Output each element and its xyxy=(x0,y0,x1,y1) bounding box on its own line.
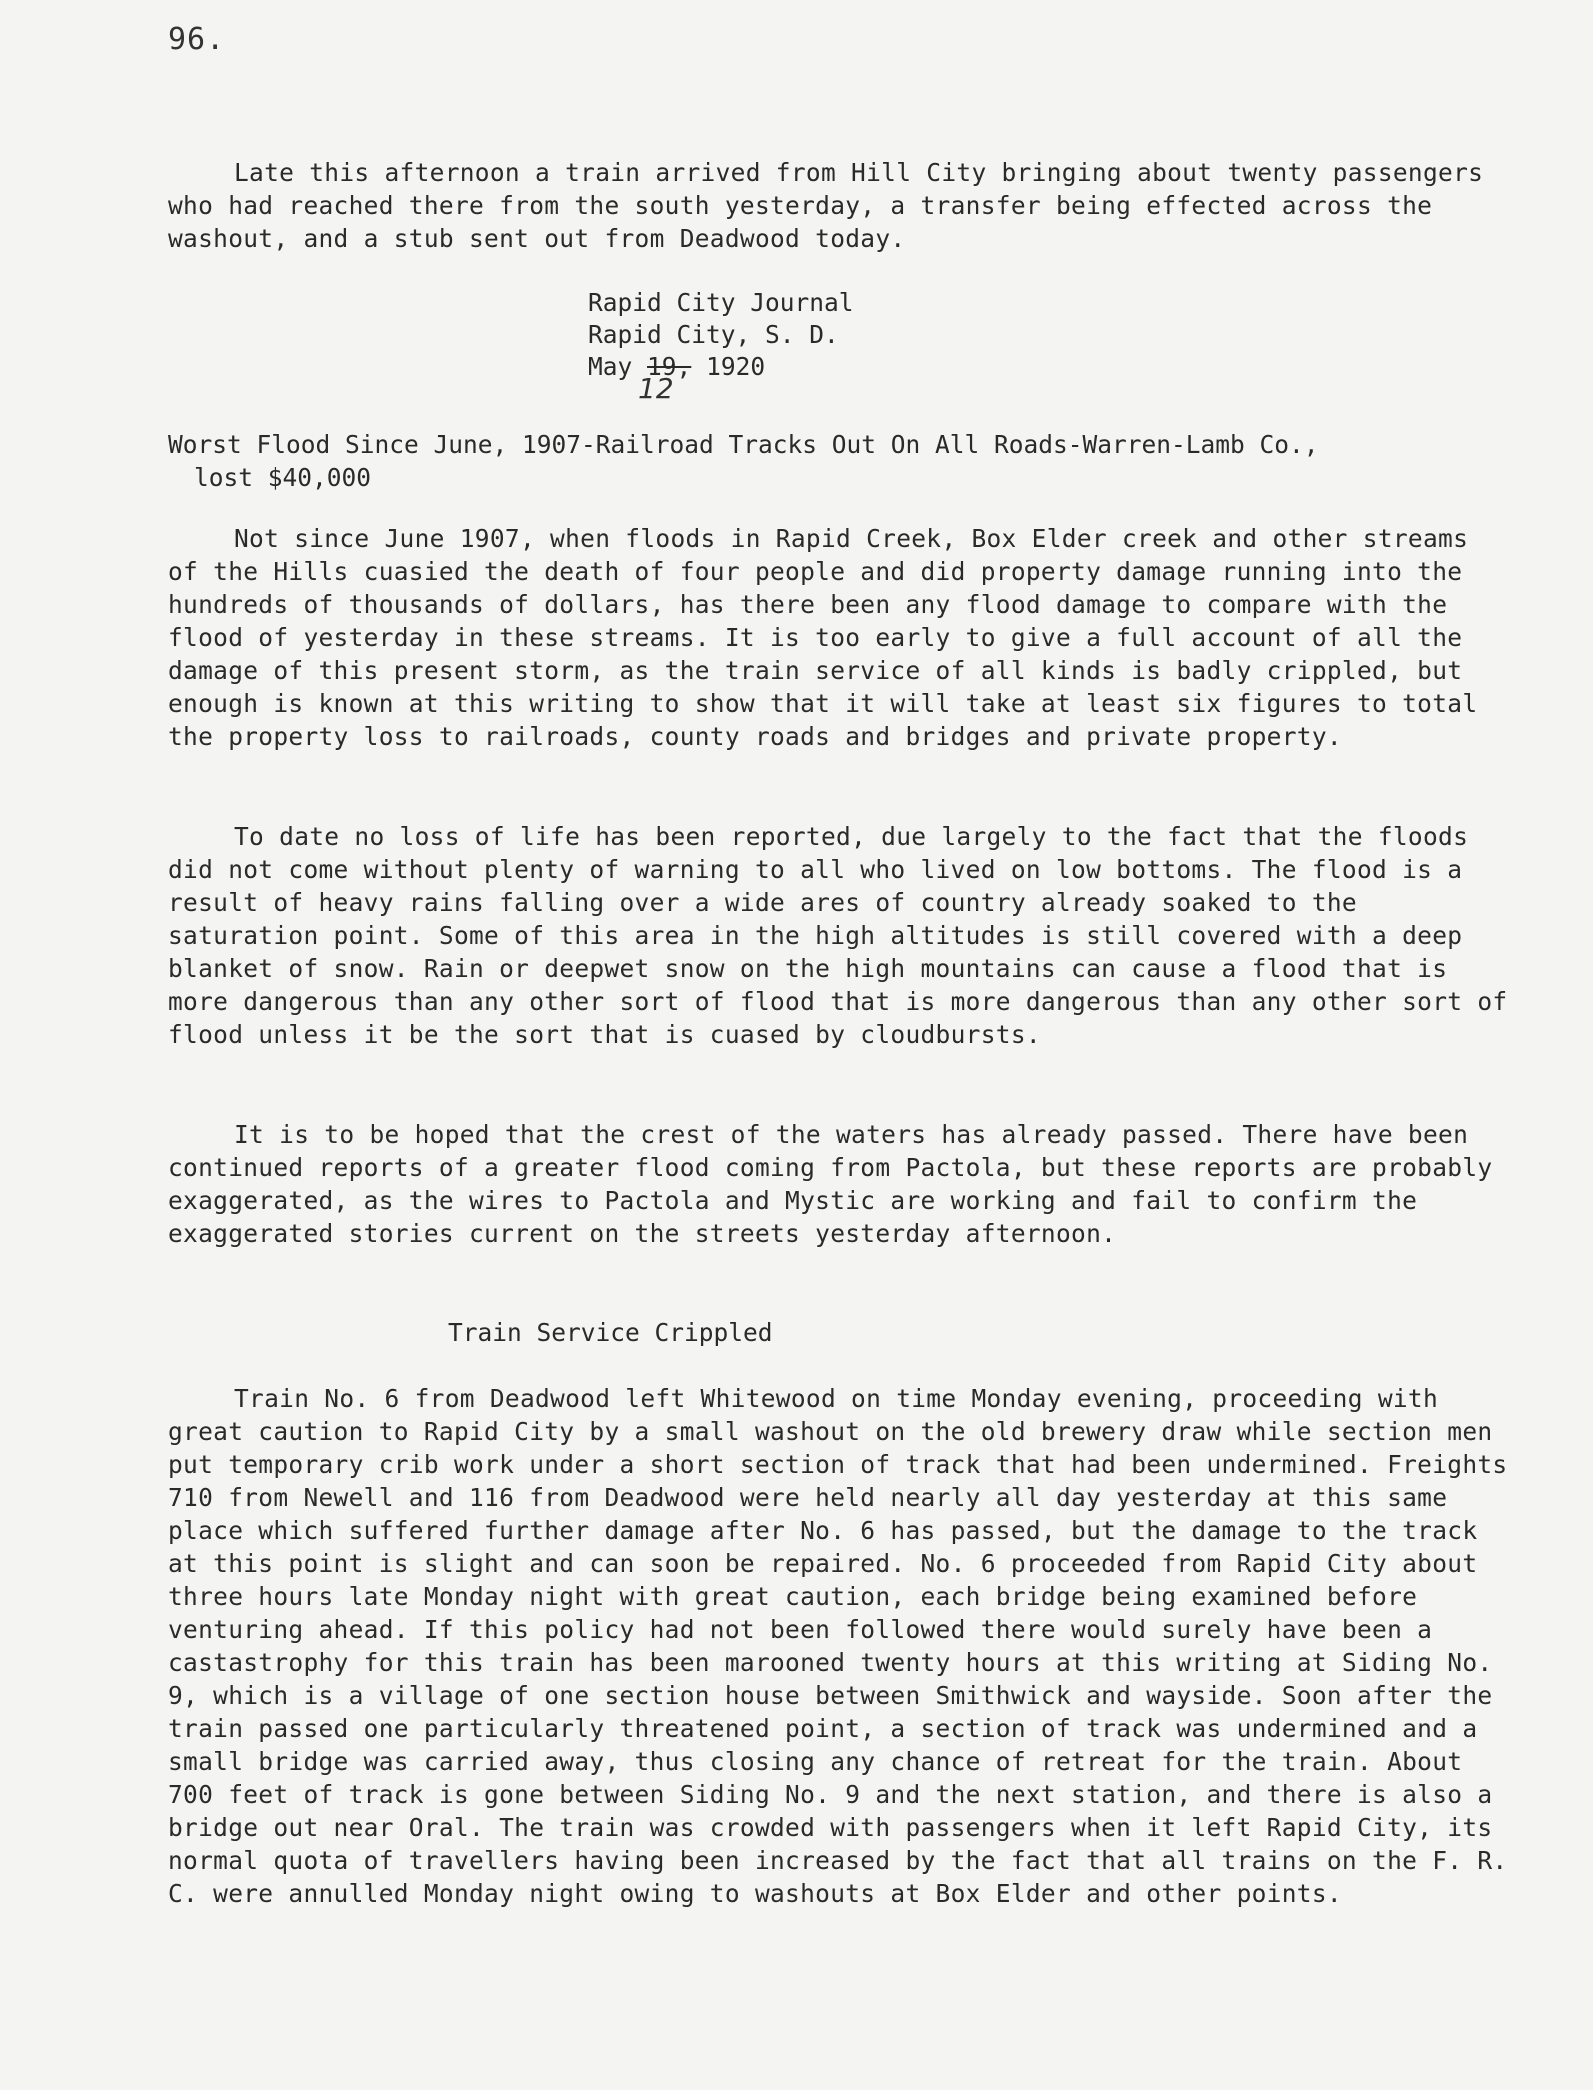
paragraph-flood-comparison: Not since June 1907, when floods in Rapid Creek, Box Elder creek and other streams of the Hills cuasied the death of four people and did property damage running into the hundreds of thousands of dollars, has there been any flood damage to compare with the flood of yesterday in these streams. It is too early to give a full account of all the damage of this present storm, as the train service of all kinds is badly crippled, but enough is known at this writing to show that it will take at least six figures to total the property loss to railroads, county roads and bridges and private property. xyxy=(168,524,1478,751)
citation-publication: Rapid City Journal xyxy=(588,288,854,317)
citation-place: Rapid City, S. D. xyxy=(588,320,839,349)
page-number: 96. xyxy=(168,22,226,57)
citation-year: 1920 xyxy=(706,352,766,381)
citation-struck-day: 19, xyxy=(647,352,692,381)
article-headline xyxy=(168,428,1498,494)
paragraph-crest-passed: It is to be hoped that the crest of the waters has already passed. There have been continued reports of a greater flood coming from Pactola, but these reports are probably exaggerated, as the wires to Pactola and Mystic are working and fail to confirm the exaggerated stories current on the streets yesterday afternoon. xyxy=(168,1120,1493,1248)
citation-date xyxy=(588,351,854,405)
paragraph-train-no-6: Train No. 6 from Deadwood left Whitewood on time Monday evening, proceeding with great caution to Rapid City by a small washout on the old brewery draw while section men put temporary crib work under a short section of track that had been undermined. Freights 710 from Newell and 116 from Deadwood were held nearly all day yesterday at this same place which suffered further damage after No. 6 has passed, but the damage to the track at this point is slight and can soon be repaired. No. 6 proceeded from Rapid City about three hours late Monday night with great caution, each bridge being examined before venturing ahead. If this policy had not been followed there would surely have been a castastrophy for this train has been marooned twenty hours at this writing at Siding No. 9, which is a village of one section house between Smithwick and wayside. Soon after the train passed one particularly threatened point, a section of track was undermined and a small bridge was carried away, thus closing any chance of retreat for the train. About 700 feet of track is gone between Siding No. 9 and the next station, and there is also a bridge out near Oral. The train was crowded with passengers when it left Rapid City, its normal quota of travellers having been increased by the fact that all trains on the F. R. C. were annulled Monday night owing to washouts at Box Elder and other points. xyxy=(168,1384,1508,1908)
handwritten-correction: 12 xyxy=(638,372,674,405)
headline-line-1: Worst Flood Since June, 1907-Railroad Tracks Out On All Roads-Warren-Lamb Co., xyxy=(168,430,1319,459)
citation-month: May xyxy=(588,352,633,381)
citation-block xyxy=(588,287,854,405)
headline-line-2: lost $40,000 xyxy=(194,463,372,492)
paragraph-intro: Late this afternoon a train arrived from Hill City bringing about twenty passengers who had reached there from the south yesterday, a transfer being effected across the washout, and a stub sent out from Deadwood today. xyxy=(168,158,1484,253)
subheading-train-service: Train Service Crippled xyxy=(448,1318,773,1347)
paragraph-no-loss-of-life: To date no loss of life has been reported, due largely to the fact that the floods did not come without plenty of warning to all who lived on low bottoms. The flood is a result of heavy rains falling over a wide ares of country already soaked to the saturation point. Some of this area in the high altitudes is still covered with a deep blanket of snow. Rain or deepwet snow on the high mountains can cause a flood that is more dangerous than any other sort of flood that is more dangerous than any other sort of flood unless it be the sort that is cuased by cloudbursts. xyxy=(168,822,1508,1049)
